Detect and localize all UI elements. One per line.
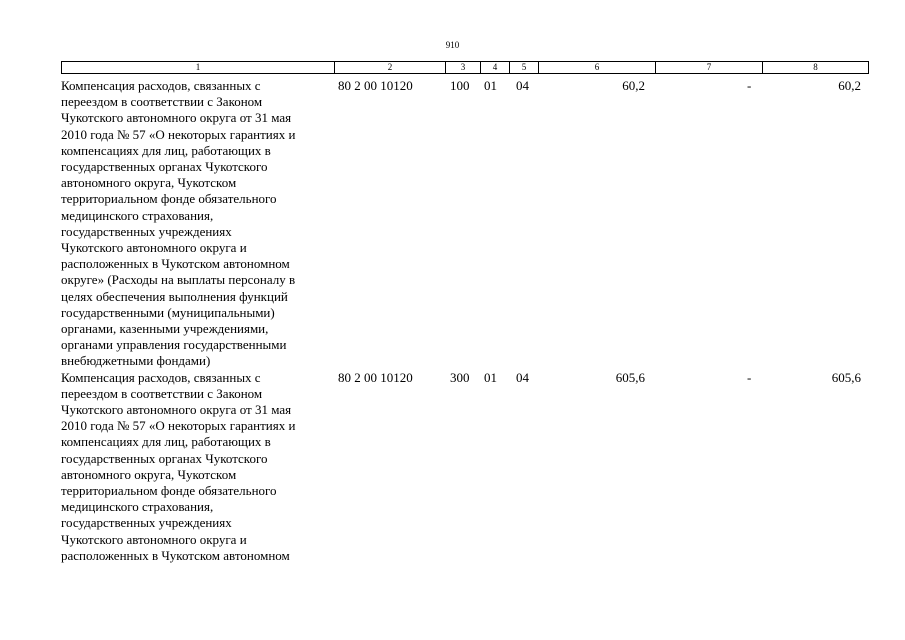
- table-row: [61, 370, 861, 564]
- expense-name-line: Чукотского автономного округа и: [61, 531, 247, 547]
- expense-name-line: государственных учреждениях: [61, 223, 232, 239]
- column-number-header: [61, 61, 869, 74]
- header-col-6: 6: [539, 62, 656, 74]
- expense-name-line: медицинского страхования,: [61, 499, 214, 515]
- target-article-code: 80 2 00 10120: [338, 78, 413, 93]
- expense-name-line: органами управления государственными: [61, 337, 287, 353]
- expense-name-line: органами, казенными учреждениями,: [61, 321, 269, 337]
- expense-name-line: 2010 года № 57 «О некоторых гарантиях и: [61, 418, 296, 434]
- amount-col-8: 605,6: [831, 369, 861, 385]
- expense-name-line: государственных органах Чукотского: [61, 450, 268, 466]
- target-article-code: 80 2 00 10120: [338, 369, 413, 385]
- expense-name-line: государственных учреждениях: [61, 515, 232, 531]
- expense-name-line: внебюджетными фондами): [61, 353, 211, 369]
- page-number: 910: [445, 40, 460, 50]
- amount-col-8: 60,2: [838, 78, 861, 93]
- subsection-code: 04: [516, 369, 529, 385]
- expense-name-line: Компенсация расходов, связанных с: [61, 78, 261, 93]
- expense-name-line: Чукотского автономного округа от 31 мая: [61, 402, 292, 418]
- expense-type-code: 100: [450, 78, 470, 93]
- expense-type-code: 300: [450, 369, 470, 385]
- amount-col-6: 605,6: [615, 369, 645, 385]
- expense-name-line: округе» (Расходы на выплаты персоналу в: [61, 272, 296, 288]
- expense-name-line: автономного округа, Чукотском: [61, 466, 237, 482]
- expense-name-line: компенсациях для лиц, работающих в: [61, 142, 271, 158]
- table-row: [61, 78, 861, 370]
- expense-name-line: государственными (муниципальными): [61, 304, 275, 320]
- expense-name-line: Компенсация расходов, связанных с: [61, 369, 261, 385]
- expense-name: [61, 78, 339, 370]
- expense-name-line: переездом в соответствии с Законом: [61, 94, 263, 110]
- header-col-1: 1: [62, 62, 335, 74]
- expense-name-line: государственных органах Чукотского: [61, 159, 268, 175]
- expense-name-line: 2010 года № 57 «О некоторых гарантиях и: [61, 126, 296, 142]
- expense-name-line: целях обеспечения выполнения функций: [61, 288, 288, 304]
- header-col-5: 5: [510, 62, 539, 74]
- table-body: [61, 78, 861, 564]
- header-col-3: 3: [446, 62, 481, 74]
- header-col-2: 2: [335, 62, 446, 74]
- expense-name-line: медицинского страхования,: [61, 207, 214, 223]
- header-row: [62, 62, 869, 74]
- expense-name-line: автономного округа, Чукотском: [61, 175, 237, 191]
- expense-name-line: территориальном фонде обязательного: [61, 483, 277, 499]
- amount-col-6: 60,2: [622, 78, 645, 93]
- amount-col-7: -: [747, 369, 752, 385]
- amount-col-7: -: [747, 78, 752, 93]
- expense-name-line: Чукотского автономного округа от 31 мая: [61, 110, 292, 126]
- expense-name-line: Чукотского автономного округа и: [61, 240, 247, 256]
- subsection-code: 04: [516, 78, 529, 93]
- section-code: 01: [484, 78, 497, 93]
- header-col-8: 8: [763, 62, 869, 74]
- expense-name: [61, 370, 339, 564]
- header-col-4: 4: [481, 62, 510, 74]
- section-code: 01: [484, 369, 497, 385]
- expense-name-line: территориальном фонде обязательного: [61, 191, 277, 207]
- expense-name-line: переездом в соответствии с Законом: [61, 385, 263, 401]
- expense-name-line: расположенных в Чукотском автономном: [61, 547, 290, 563]
- header-col-7: 7: [656, 62, 763, 74]
- expense-name-line: расположенных в Чукотском автономном: [61, 256, 290, 272]
- expense-name-line: компенсациях для лиц, работающих в: [61, 434, 271, 450]
